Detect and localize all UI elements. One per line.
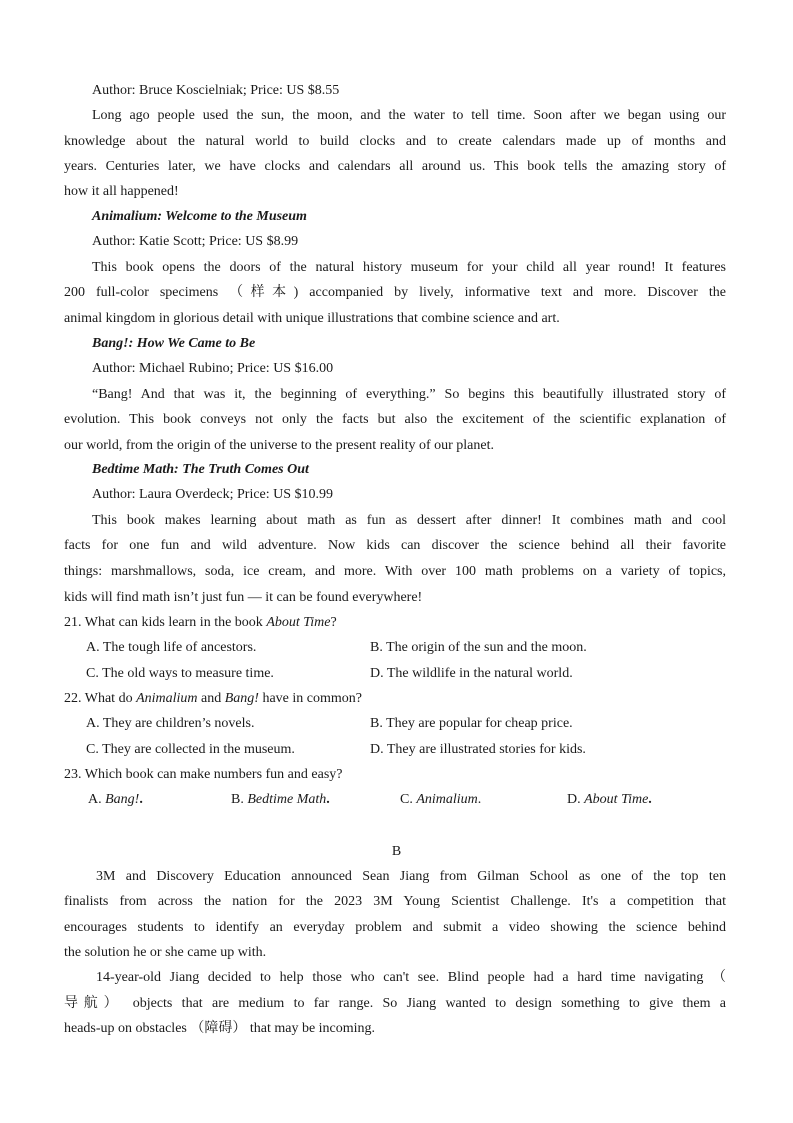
question-22-stem: [64, 690, 726, 708]
option-letter: A.: [88, 792, 106, 807]
option-d[interactable]: D. The wildlife in the natural world.: [370, 666, 573, 681]
passage-b-para1-line: the solution he or she came up with.: [64, 945, 267, 960]
book1-desc-line: Long ago people used the sun, the moon, and the water to tell time. Soon after we began using our: [92, 108, 726, 123]
option-a[interactable]: [88, 791, 143, 809]
question-23-stem: 23. Which book can make numbers fun and easy?: [64, 767, 343, 782]
book4-desc-line: This book makes learning about math as fun as dessert after dinner! It combines math and cool: [92, 513, 726, 528]
question-21-stem: [64, 614, 726, 632]
option-punct: .: [326, 792, 330, 807]
question-21-options-row1: [86, 639, 748, 657]
book4-desc-line: facts for one fun and wild adventure. Now kids can discover the science behind all their favorite: [64, 538, 726, 553]
book2-author: Author: Katie Scott; Price: US $8.99: [92, 234, 299, 249]
stem-book-title: About Time: [266, 615, 331, 630]
book3-author: Author: Michael Rubino; Price: US $16.00: [92, 361, 334, 376]
option-b[interactable]: [231, 791, 330, 809]
question-22-options-row2: [86, 741, 748, 759]
stem-book-title: Animalium: [136, 691, 198, 706]
option-book-title: Animalium: [416, 792, 478, 807]
option-letter: C.: [400, 792, 417, 807]
book3-desc-line: evolution. This book conveys not only the facts but also the excitement of the scientific explanation of: [64, 412, 726, 427]
stem-text: have in common?: [258, 691, 362, 706]
option-letter: D.: [567, 792, 585, 807]
passage-b-para2-line: 14-year-old Jiang decided to help those who can't see. Blind people had a hard time navigating （: [96, 970, 726, 985]
option-book-title: Bang!: [105, 792, 140, 807]
book2-desc-line: 200 full-color specimens （样本) accompanied by lively, informative text and more. Discover the: [64, 285, 726, 300]
stem-text: and: [197, 691, 225, 706]
stem-text: 22. What do: [64, 691, 137, 706]
option-punct: .: [648, 792, 652, 807]
option-b[interactable]: B. The origin of the sun and the moon.: [370, 640, 587, 655]
option-d[interactable]: [567, 791, 652, 809]
book4-author: Author: Laura Overdeck; Price: US $10.99: [92, 487, 334, 502]
passage-b-para1-line: encourages students to identify an everyday problem and submit a video showing the science behind: [64, 920, 726, 935]
book3-desc-line: our world, from the origin of the universe to the present reality of our planet.: [64, 438, 494, 453]
book4-desc-line: kids will find math isn’t just fun — it can be found everywhere!: [64, 590, 423, 605]
book1-desc-line: how it all happened!: [64, 184, 179, 199]
book1-desc-line: years. Centuries later, we have clocks and calendars all around us. This book tells the amazing story of: [64, 159, 726, 174]
stem-text: 21. What can kids learn in the book: [64, 615, 267, 630]
book3-title: Bang!: How We Came to Be: [92, 336, 256, 351]
book2-desc-line: This book opens the doors of the natural history museum for your child all year round! It features: [92, 260, 726, 275]
book3-desc-line: “Bang! And that was it, the beginning of everything.” So begins this beautifully illustrated story of: [92, 387, 726, 402]
option-a[interactable]: A. The tough life of ancestors.: [86, 640, 257, 655]
option-book-title: About Time: [584, 792, 649, 807]
option-punct: .: [477, 792, 482, 807]
passage-b-para2-line: heads-up on obstacles （障碍） that may be incoming.: [64, 1021, 376, 1036]
book1-author: Author: Bruce Koscielniak; Price: US $8.55: [92, 83, 340, 98]
book2-desc-line: animal kingdom in glorious detail with unique illustrations that combine science and art.: [64, 311, 560, 326]
option-c[interactable]: C. They are collected in the museum.: [86, 742, 295, 757]
option-b[interactable]: B. They are popular for cheap price.: [370, 716, 573, 731]
passage-b-para1-line: finalists from across the nation for the 2023 3M Young Scientist Challenge. It's a competition that: [64, 894, 726, 909]
question-21-options-row2: [86, 665, 748, 683]
passage-b-para1-line: 3M and Discovery Education announced Sean Jiang from Gilman School as one of the top ten: [96, 869, 726, 884]
option-c[interactable]: C. The old ways to measure time.: [86, 666, 274, 681]
option-book-title: Bedtime Math: [247, 792, 327, 807]
book1-desc-line: knowledge about the natural world to build clocks and to create calendars made up of months and: [64, 134, 726, 149]
question-22-options-row1: [86, 715, 748, 733]
book4-title: Bedtime Math: The Truth Comes Out: [92, 462, 309, 477]
stem-book-title: Bang!: [224, 691, 259, 706]
option-a[interactable]: A. They are children’s novels.: [86, 716, 255, 731]
book4-desc-line: things: marshmallows, soda, ice cream, and more. With over 100 math problems on a variety of topics,: [64, 564, 726, 579]
option-d[interactable]: D. They are illustrated stories for kids.: [370, 742, 586, 757]
option-letter: B.: [231, 792, 248, 807]
stem-text: ?: [330, 615, 337, 630]
option-c[interactable]: [400, 791, 481, 809]
book2-title: Animalium: Welcome to the Museum: [92, 209, 307, 224]
section-b-label: B: [391, 844, 402, 859]
option-punct: .: [139, 792, 143, 807]
passage-b-para2-line: 导航） objects that are medium to far range. So Jiang wanted to design something to give them a: [64, 996, 726, 1011]
